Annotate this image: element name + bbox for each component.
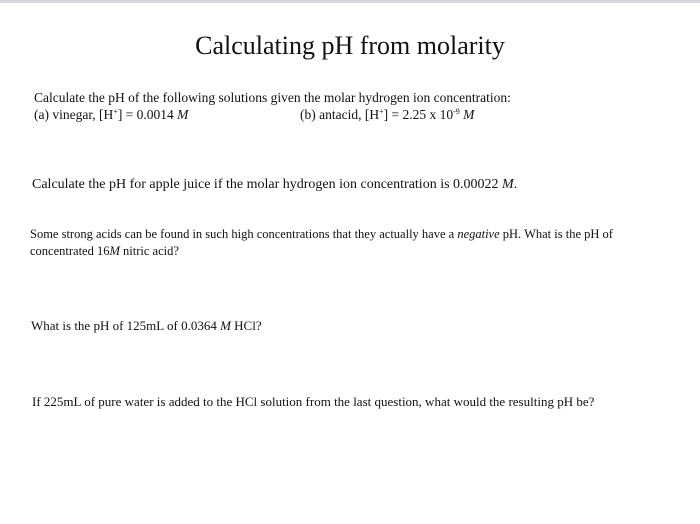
q3-text: Some strong acids can be found in such high concentrations that they actually have a xyxy=(30,227,458,241)
question-3 xyxy=(30,226,670,260)
q2-unit: M xyxy=(502,177,514,192)
q2-text: Calculate the pH for apple juice if the molar hydrogen ion concentration is 0.00022 xyxy=(32,177,503,192)
q4-end: HCl? xyxy=(230,318,262,333)
q1a-value: ] = 0.0014 xyxy=(117,107,178,122)
question-2 xyxy=(32,177,517,193)
q1b-text: (b) antacid, [H xyxy=(300,107,380,122)
page-title: Calculating pH from molarity xyxy=(195,31,505,60)
q1b-exponent: -9 xyxy=(453,107,460,116)
q1b-unit: M xyxy=(463,107,475,122)
q3-mid: pH. What is the pH of concentrated 16 xyxy=(30,227,613,258)
question-1b xyxy=(300,107,474,123)
q1b-value: ] = 2.25 x 10 xyxy=(383,107,454,122)
q1a-text: (a) vinegar, [H xyxy=(34,107,114,122)
question-4 xyxy=(31,318,262,334)
question-5: If 225mL of pure water is added to the HCl solution from the last question, what would the resulting pH be? xyxy=(32,394,595,409)
question-1a xyxy=(34,107,188,123)
q4-text: What is the pH of 125mL of 0.0364 xyxy=(31,318,221,333)
q1b-superscript: + xyxy=(379,107,384,116)
q1a-unit: M xyxy=(177,107,189,122)
q1a-superscript: + xyxy=(113,107,118,116)
q3-end: nitric acid? xyxy=(119,244,179,258)
q4-unit: M xyxy=(220,318,231,333)
top-border xyxy=(0,0,700,3)
q2-end: . xyxy=(513,177,518,192)
q3-unit: M xyxy=(109,244,120,258)
question-1-intro: Calculate the pH of the following solutions given the molar hydrogen ion concentration: xyxy=(34,90,511,105)
q3-emphasis: negative xyxy=(457,227,500,241)
